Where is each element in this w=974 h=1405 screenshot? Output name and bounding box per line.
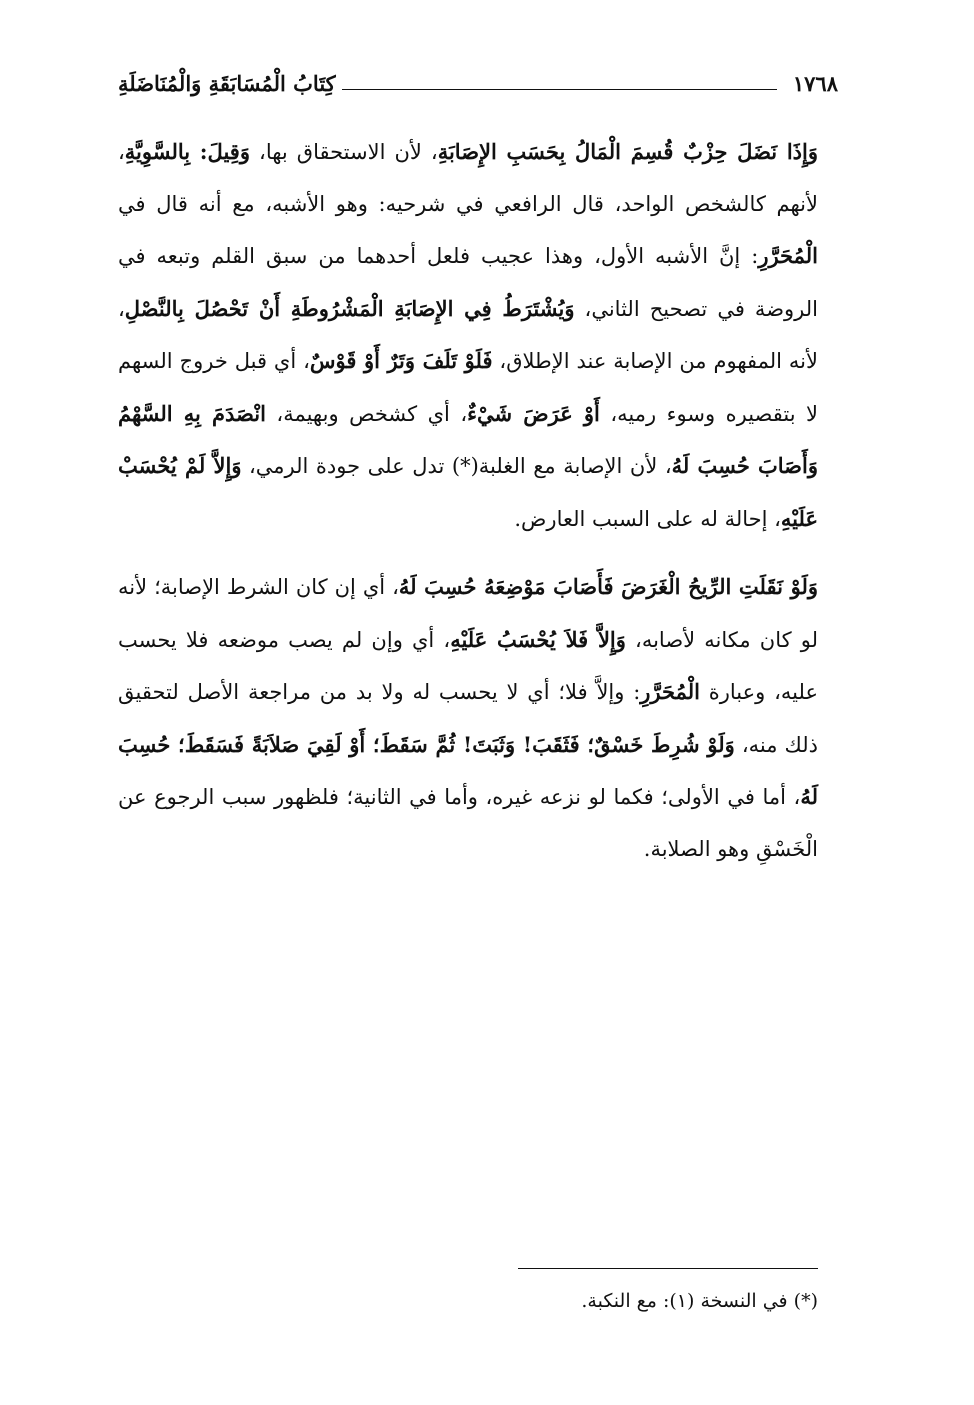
main-text (118, 126, 818, 875)
matn-segment: وَإِلاَّ فَلاَ يُحْسَبُ عَلَيْهِ (450, 626, 626, 652)
paragraph (118, 126, 818, 545)
matn-segment: وَلَوْ نَقَلَتِ الرِّيحُ الْغَرَضَ فَأَصَابَ مَوْضِعَهُ حُسِبَ لَهُ (398, 574, 818, 599)
commentary-segment: ، أي إن كان الشرط الإصابة؛ لأنه لو كان مكانه لأصابه، (118, 575, 819, 652)
page-header (118, 62, 838, 96)
footnote: (*) في النسخة (١): مع النكبة. (581, 1290, 818, 1312)
matn-segment: وَيُشْتَرَطُ فِي الإِصَابَةِ الْمَشْرُوطَةِ أَنْ تَحْصُلَ بِالنَّصْلِ (124, 295, 575, 321)
matn-segment: وَقِيلَ: بِالسَّوِيَّةِ (124, 139, 250, 164)
book-title: كِتَابُ الْمُسَابَقَةِ وَالْمُنَاضَلَةِ (118, 71, 336, 96)
matn-segment: الْمُحَرَّرِ (640, 679, 700, 704)
matn-segment: وَلَوْ شُرِطَ خَسْقٌ؛ فَثَقَبَ! وَثَبَتَ! ثُمَّ سَقَطَ؛ أَوْ لَقِيَ صَلاَبَةً فَسَقَطَ؛ حُسِبَ لَهُ (118, 731, 818, 809)
commentary-segment: : وإلاَّ فلا؛ أي لا يحسب له ولا بد من مراجعة الأصل لتحقيق ذلك منه، (118, 680, 819, 757)
matn-segment: فَلَوْ تَلَفَ وَتَرٌ أَوْ قَوْسٌ (309, 348, 493, 373)
commentary-segment: ، لأنهم كالشخص الواحد، قال الرافعي في شرحيه: وهو الأشبه، مع أنه قال في (118, 140, 818, 216)
commentary-segment: : إنَّ الأشبه الأول، وهذا عجيب فلعل أحدهما من سبق القلم وتبعه في الروضة في تصحيح الثاني، (118, 244, 818, 321)
matn-segment: انْصَدَمَ بِهِ السَّهْمُ وَأَصَابَ حُسِبَ لَهُ (118, 400, 818, 478)
commentary-segment: ، أي كشخص وبهيمة، (265, 401, 468, 426)
matn-segment: الْمُحَرَّرِ (758, 243, 818, 268)
commentary-segment: ، إحالة له على السبب العارض. (514, 506, 781, 531)
page-number: ١٧٦٨ (792, 71, 838, 96)
commentary-segment: ، لأن الإصابة مع الغلبة(*) تدل على جودة الرمي، (241, 454, 672, 478)
commentary-segment: ، لأن الاستحقاق بها، (249, 140, 438, 164)
commentary-segment: ، لأنه المفهوم من الإصابة عند الإطلاق، (118, 296, 818, 373)
header-rule (342, 89, 777, 90)
commentary-segment: ، أي وإن لم يصب موضعه فلا يحسب عليه، وعبارة (118, 627, 818, 704)
matn-segment: وَإِذَا نَضَلَ حِزْبٌ قُسِمَ الْمَالُ بِحَسَبِ الإِصَابَةِ (437, 139, 818, 164)
matn-segment: وَإِلاَّ لَمْ يُحْسَبْ عَلَيْهِ (118, 453, 818, 531)
paragraph (118, 561, 818, 875)
matn-segment: أَوْ عَرَضَ شَيْءٌ (467, 400, 600, 426)
footnote-rule (518, 1268, 818, 1269)
commentary-segment: ، أما في الأولى؛ فكما لو نزعه غيره، وأما في الثانية؛ فلظهور سبب الرجوع عن الْخَسْقِ وهو الصلابة. (118, 785, 818, 861)
commentary-segment: ، أي قبل خروج السهم لا بتقصيره وسوء رميه، (118, 349, 819, 426)
